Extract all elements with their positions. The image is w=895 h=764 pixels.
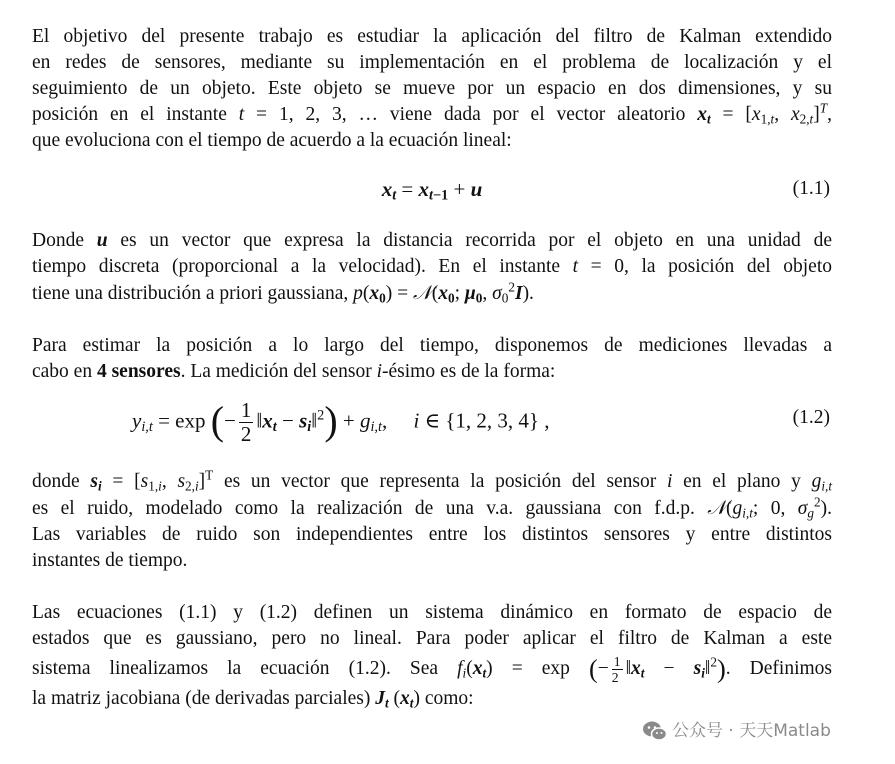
equation-body: $y_{i,t} = \exp$ (− $\frac{1}{2}$ $‖x_t$ − $s_i‖^2) + g_{i,t}$, i ∈ {1, 2, 3, 4} , <box>132 397 550 447</box>
equation-number: (1.1) <box>792 178 830 199</box>
inline-math-fi: $f_i(x_t) = \exp$ (− $\frac{1}{2}$ $‖x_t$ − $s_i‖^2$). <box>457 654 731 686</box>
equation-1-1 <box>32 162 832 218</box>
text-line: donde $s_i = [s_{1,i}$, $s_{2,i}]^T$ es un vector que representa la posición del sensor i en el plano y $g_{i,t}$ <box>32 467 833 494</box>
watermark-text: 公众号 · 天天Matlab <box>672 721 831 741</box>
text-line: Donde u es un vector que expresa la distancia recorrida por el objeto en una unidad de <box>32 230 832 251</box>
paragraph-noise <box>32 469 832 574</box>
equation-body: $x_t = x_{t-1} + u$ <box>381 177 483 204</box>
text-line: cabo en 4 sensores. La medición del sensor i-ésimo es de la forma: <box>32 361 556 382</box>
text-line: sistema linealizamos la ecuación (1.2). Sea $f_i(x_t) = \exp$ (− $\frac{1}{2}$ $‖x_t$ − $s_i‖^2$). Definimos <box>32 654 832 686</box>
text-line: tiempo discreta (proporcional a la velocidad). En el instante t = 0, la posición del objeto <box>32 256 832 277</box>
inline-math-noise-pdf: $𝒩(g_{i,t}$; 0, $\sigma_g^2$). <box>707 494 832 521</box>
text-line: posición en el instante t = 1, 2, 3, … viene dada por el vector aleatorio $x_t = [x_{1,t}$, $x_{2,t}]^T$, <box>32 100 832 127</box>
equation-1-2 <box>32 393 832 459</box>
document-page <box>32 24 832 712</box>
text-line: tiene una distribución a priori gaussiana, $p(x_0)$ = $𝒩(x_0$; $\mu_0$, $\sigma_0^2I$). <box>32 279 534 306</box>
paragraph-sensors <box>32 333 832 385</box>
text-line: instantes de tiempo. <box>32 550 188 571</box>
equation-number: (1.2) <box>792 407 830 428</box>
paragraph-intro <box>32 24 832 154</box>
paragraph-prior <box>32 228 832 307</box>
text-line: El objetivo del presente trabajo es estudiar la aplicación del filtro de Kalman extendido <box>32 26 832 47</box>
text-line: que evoluciona con el tiempo de acuerdo a la ecuación lineal: <box>32 130 512 151</box>
inline-math-prior: $p(x_0)$ = $𝒩(x_0$; $\mu_0$, $\sigma_0^2I$). <box>353 279 534 306</box>
watermark <box>642 718 872 744</box>
text-line: Las ecuaciones (1.1) y (1.2) definen un sistema dinámico en formato de espacio de <box>32 602 832 623</box>
text-line: estados que es gaussiano, pero no lineal. Para poder aplicar el filtro de Kalman a este <box>32 628 832 649</box>
inline-math-si: $s_i = [s_{1,i}$, $s_{2,i}]^T$ <box>90 467 214 494</box>
text-line: en redes de sensores, mediante su implementación en el problema de localización y el <box>32 52 832 73</box>
text-line: seguimiento de un objeto. Este objeto se mueve por un espacio en dos dimensiones, y su <box>32 78 832 99</box>
paragraph-linearization <box>32 600 832 712</box>
inline-math-xt-vector: $x_t = [x_{1,t}$, $x_{2,t}]^T$, <box>697 100 832 127</box>
text-line: la matriz jacobiana (de derivadas parciales) $J_t$ $(x_t)$ como: <box>32 688 474 711</box>
inline-math-jacobian: $J_t$ $(x_t)$ <box>375 688 420 711</box>
text-line: Para estimar la posición a lo largo del tiempo, disponemos de mediciones llevadas a <box>32 335 832 356</box>
wechat-icon <box>642 720 668 742</box>
text-line: Las variables de ruido son independientes entre los distintos sensores y entre distintos <box>32 524 832 545</box>
text-line: es el ruido, modelado como la realización de una v.a. gaussiana con f.d.p. $𝒩(g_{i,t}$; 0, $\sigma_g^2$). <box>32 494 832 521</box>
